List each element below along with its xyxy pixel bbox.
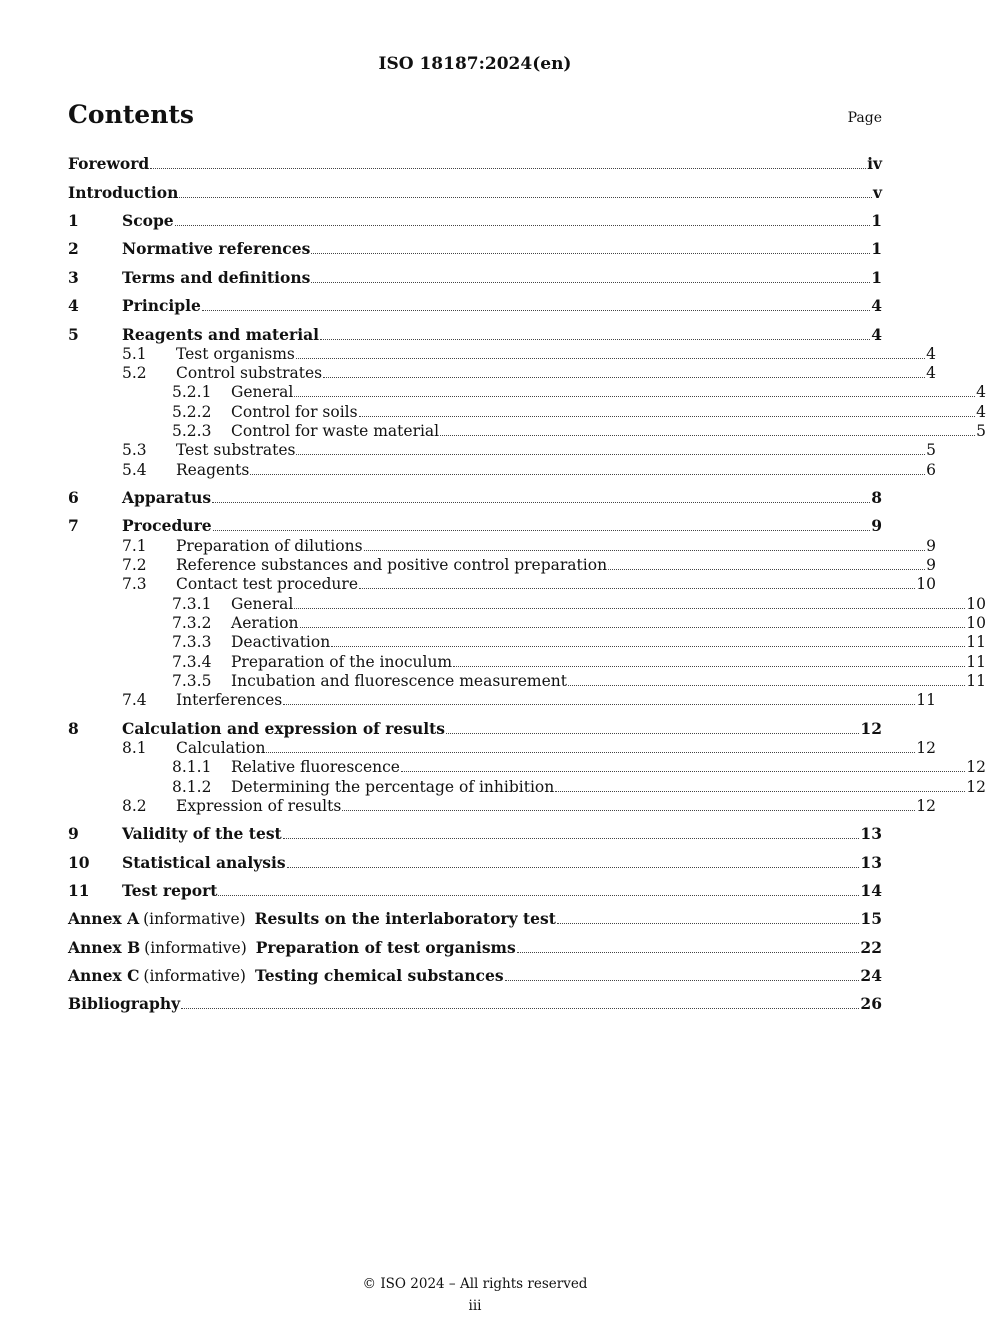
toc-dot-leader: [401, 770, 965, 772]
toc-entry-title: Preparation of dilutions: [176, 537, 363, 555]
toc-entry[interactable]: [68, 594, 986, 614]
toc-entry-number: 7.2: [122, 556, 147, 574]
toc-dot-leader: [175, 224, 871, 226]
toc-entry-page: 4: [926, 364, 936, 382]
toc-entry-page: 26: [860, 994, 882, 1013]
toc-entry-title: Introduction: [68, 183, 179, 202]
toc-dot-leader: [202, 309, 870, 311]
toc-dot-leader: [213, 529, 871, 531]
toc-entry-annex[interactable]: [68, 909, 882, 929]
toc-dot-leader: [323, 376, 925, 378]
toc-entry-title: Test organisms: [176, 345, 295, 363]
annex-label: Annex C: [68, 966, 140, 985]
toc-entry[interactable]: [68, 853, 882, 873]
toc-entry-number: 8.1.2: [172, 778, 212, 796]
toc-entry-page: 12: [966, 778, 986, 796]
toc-entry-number: 1: [68, 211, 79, 230]
toc-entry-page: 12: [966, 758, 986, 776]
toc-entry-number: 5.3: [122, 441, 147, 459]
toc-entry[interactable]: [68, 671, 986, 691]
toc-entry[interactable]: [68, 268, 882, 288]
toc-entry-number: 7.3.1: [172, 595, 212, 613]
toc-dot-leader: [283, 703, 915, 705]
toc-entry-page: 4: [976, 403, 986, 421]
toc-dot-leader: [331, 645, 965, 647]
toc-entry-page: iv: [867, 154, 882, 173]
toc-entry-number: 8.2: [122, 797, 147, 815]
toc-entry-number: 8: [68, 719, 79, 738]
toc-entry[interactable]: [68, 824, 882, 844]
toc-entry[interactable]: [68, 440, 936, 460]
toc-entry-page: 12: [860, 719, 882, 738]
toc-entry[interactable]: [68, 796, 936, 816]
toc-entry[interactable]: [68, 690, 936, 710]
toc-entry-number: 2: [68, 239, 79, 258]
copyright-footer: © ISO 2024 – All rights reserved: [362, 1276, 588, 1292]
toc-dot-leader: [311, 252, 870, 254]
toc-entry-title: Control substrates: [176, 364, 323, 382]
toc-dot-leader: [557, 922, 860, 924]
toc-entry-page: 1: [871, 268, 882, 287]
toc-dot-leader: [320, 338, 870, 340]
toc-dot-leader: [517, 951, 860, 953]
toc-entry-number: 4: [68, 296, 79, 315]
toc-entry[interactable]: [68, 460, 936, 480]
toc-entry-number: 7.4: [122, 691, 147, 709]
toc-dot-leader: [250, 473, 925, 475]
toc-entry-title: Bibliography: [68, 994, 181, 1013]
toc-entry-number: 7.3.3: [172, 633, 212, 651]
toc-entry-page: 10: [966, 595, 986, 613]
toc-entry-number: 6: [68, 488, 79, 507]
toc-entry-number: 11: [68, 881, 90, 900]
toc-entry-number: 5.4: [122, 461, 147, 479]
toc-dot-leader: [218, 894, 859, 896]
toc-entry-page: 22: [860, 938, 882, 957]
toc-entry[interactable]: [68, 632, 986, 652]
toc-entry[interactable]: [68, 652, 986, 672]
toc-entry-page: 12: [916, 797, 936, 815]
toc-entry-number: 7.3: [122, 575, 147, 593]
toc-entry-title: Procedure: [122, 516, 212, 535]
toc-entry-page: 1: [871, 211, 882, 230]
toc-entry[interactable]: [68, 154, 882, 174]
toc-dot-leader: [179, 196, 872, 198]
toc-dot-leader: [446, 732, 859, 734]
toc-entry-number: 8.1.1: [172, 758, 212, 776]
toc-entry-number: 5.2.1: [172, 383, 212, 401]
toc-entry[interactable]: [68, 211, 882, 231]
toc-entry-number: 8.1: [122, 739, 147, 757]
toc-entry-title: Test substrates: [176, 441, 296, 459]
toc-entry[interactable]: [68, 555, 936, 575]
toc-entry-title: Statistical analysis: [122, 853, 286, 872]
toc-entry[interactable]: [68, 239, 882, 259]
contents-title: Contents: [68, 100, 195, 129]
toc-dot-leader: [440, 434, 975, 436]
toc-entry[interactable]: [68, 757, 986, 777]
toc-entry-page: 12: [916, 739, 936, 757]
annex-label: Annex B: [68, 938, 141, 957]
toc-entry-title: Deactivation: [231, 633, 331, 651]
toc-entry-title: General: [231, 383, 294, 401]
toc-entry[interactable]: [68, 382, 986, 402]
toc-entry-page: 4: [871, 296, 882, 315]
annex-informative: (informative): [144, 939, 247, 957]
toc-entry[interactable]: [68, 719, 882, 739]
toc-entry-page: 11: [966, 672, 986, 690]
toc-dot-leader: [359, 415, 976, 417]
toc-entry[interactable]: [68, 296, 882, 316]
annex-informative: (informative): [143, 967, 246, 985]
toc-entry-annex[interactable]: [68, 966, 882, 986]
toc-entry-title: Principle: [122, 296, 201, 315]
toc-entry-title: Foreword: [68, 154, 150, 173]
toc-dot-leader: [181, 1007, 859, 1009]
toc-dot-leader: [608, 568, 925, 570]
toc-dot-leader: [212, 501, 870, 503]
toc-entry-title: Terms and definitions: [122, 268, 311, 287]
toc-entry-title: Relative fluorescence: [231, 758, 400, 776]
document-id-header: ISO 18187:2024(en): [378, 54, 572, 74]
toc-entry-page: 11: [966, 633, 986, 651]
toc-entry-page: 4: [976, 383, 986, 401]
toc-entry-number: 5.2.2: [172, 403, 212, 421]
toc-entry-title: Normative references: [122, 239, 311, 258]
toc-entry-page: 6: [926, 461, 936, 479]
toc-entry-title: Determining the percentage of inhibition: [231, 778, 555, 796]
toc-entry-page: 13: [860, 853, 882, 872]
toc-dot-leader: [505, 979, 860, 981]
toc-dot-leader: [294, 395, 975, 397]
toc-entry-number: 5.2.3: [172, 422, 212, 440]
toc-entry-page: 1: [871, 239, 882, 258]
page-number: iii: [468, 1298, 482, 1314]
toc-entry-number: 5: [68, 325, 79, 344]
toc-dot-leader: [300, 626, 966, 628]
toc-entry[interactable]: [68, 994, 882, 1014]
toc-entry[interactable]: [68, 402, 986, 422]
toc-entry-page: 4: [871, 325, 882, 344]
toc-dot-leader: [359, 587, 915, 589]
toc-dot-leader: [150, 167, 866, 169]
toc-entry[interactable]: [68, 777, 986, 797]
toc-entry[interactable]: [68, 488, 882, 508]
toc-entry-title: Validity of the test: [122, 824, 282, 843]
annex-label: Annex A: [68, 909, 140, 928]
toc-entry-number: 7.3.2: [172, 614, 212, 632]
toc-dot-leader: [266, 751, 915, 753]
toc-entry-page: 10: [916, 575, 936, 593]
toc-dot-leader: [287, 866, 860, 868]
toc-entry-number: 5.2: [122, 364, 147, 382]
toc-entry-number: 3: [68, 268, 79, 287]
toc-entry-page: 24: [860, 966, 882, 985]
toc-dot-leader: [283, 837, 860, 839]
toc-entry-page: 9: [926, 556, 936, 574]
toc-entry-number: 7.1: [122, 537, 147, 555]
toc-dot-leader: [453, 665, 965, 667]
toc-entry[interactable]: [68, 574, 936, 594]
toc-dot-leader: [294, 607, 965, 609]
toc-entry-page: 5: [976, 422, 986, 440]
toc-entry[interactable]: [68, 363, 936, 383]
toc-entry-title: General: [231, 595, 294, 613]
annex-informative: (informative): [143, 910, 246, 928]
toc-entry[interactable]: [68, 536, 936, 556]
toc-entry-page: 15: [860, 909, 882, 928]
toc-entry-page: 14: [860, 881, 882, 900]
toc-entry-annex[interactable]: [68, 938, 882, 958]
toc-entry-number: 5.1: [122, 345, 147, 363]
toc-entry-title: Interferences: [176, 691, 283, 709]
toc-entry[interactable]: [68, 516, 882, 536]
page-column-label: Page: [847, 110, 882, 126]
toc-entry-title: Apparatus: [122, 488, 212, 507]
toc-entry-page: v: [872, 183, 882, 202]
toc-entry-title: Calculation and expression of results: [122, 719, 446, 738]
toc-entry-title: Incubation and fluorescence measurement: [231, 672, 567, 690]
toc-entry-title: Calculation: [176, 739, 266, 757]
toc-dot-leader: [568, 684, 965, 686]
toc-entry-number: 9: [68, 824, 79, 843]
toc-entry[interactable]: [68, 421, 986, 441]
toc-entry-page: 11: [966, 653, 986, 671]
toc-entry-title: Reagents and material: [122, 325, 320, 344]
toc-entry-number: 7.3.4: [172, 653, 212, 671]
toc-entry[interactable]: [68, 183, 882, 203]
toc-entry-page: 13: [860, 824, 882, 843]
toc-entry-title: Reference substances and positive control preparation: [176, 556, 608, 574]
toc-entry-page: 5: [926, 441, 936, 459]
toc-entry-title: Reagents: [176, 461, 250, 479]
toc-dot-leader: [342, 809, 915, 811]
toc-entry[interactable]: [68, 325, 882, 345]
toc-dot-leader: [555, 790, 965, 792]
toc-dot-leader: [296, 357, 925, 359]
toc-entry-title: Control for waste material: [231, 422, 440, 440]
toc-entry-title: Scope: [122, 211, 174, 230]
toc-entry-number: 7.3.5: [172, 672, 212, 690]
toc-dot-leader: [364, 549, 926, 551]
toc-entry[interactable]: [68, 613, 986, 633]
toc-entry-title: Control for soils: [231, 403, 358, 421]
toc-entry-page: 11: [916, 691, 936, 709]
toc-entry-title: Aeration: [231, 614, 299, 632]
toc-entry-title: Testing chemical substances: [254, 966, 504, 985]
toc-entry-number: 10: [68, 853, 90, 872]
toc-entry-page: 4: [926, 345, 936, 363]
toc-entry[interactable]: [68, 344, 936, 364]
toc-entry[interactable]: [68, 738, 936, 758]
toc-dot-leader: [311, 281, 870, 283]
toc-entry-page: 10: [966, 614, 986, 632]
toc-entry-title: Preparation of the inoculum: [231, 653, 453, 671]
toc-entry-page: 9: [871, 516, 882, 535]
toc-entry-title: Results on the interlaboratory test: [254, 909, 556, 928]
toc-entry-page: 8: [871, 488, 882, 507]
toc-entry[interactable]: [68, 881, 882, 901]
toc-entry-title: Test report: [122, 881, 218, 900]
toc-entry-title: Contact test procedure: [176, 575, 358, 593]
toc-entry-number: 7: [68, 516, 79, 535]
toc-dot-leader: [296, 453, 925, 455]
toc-entry-title: Preparation of test organisms: [255, 938, 516, 957]
toc-entry-title: Expression of results: [176, 797, 342, 815]
toc-entry-page: 9: [926, 537, 936, 555]
